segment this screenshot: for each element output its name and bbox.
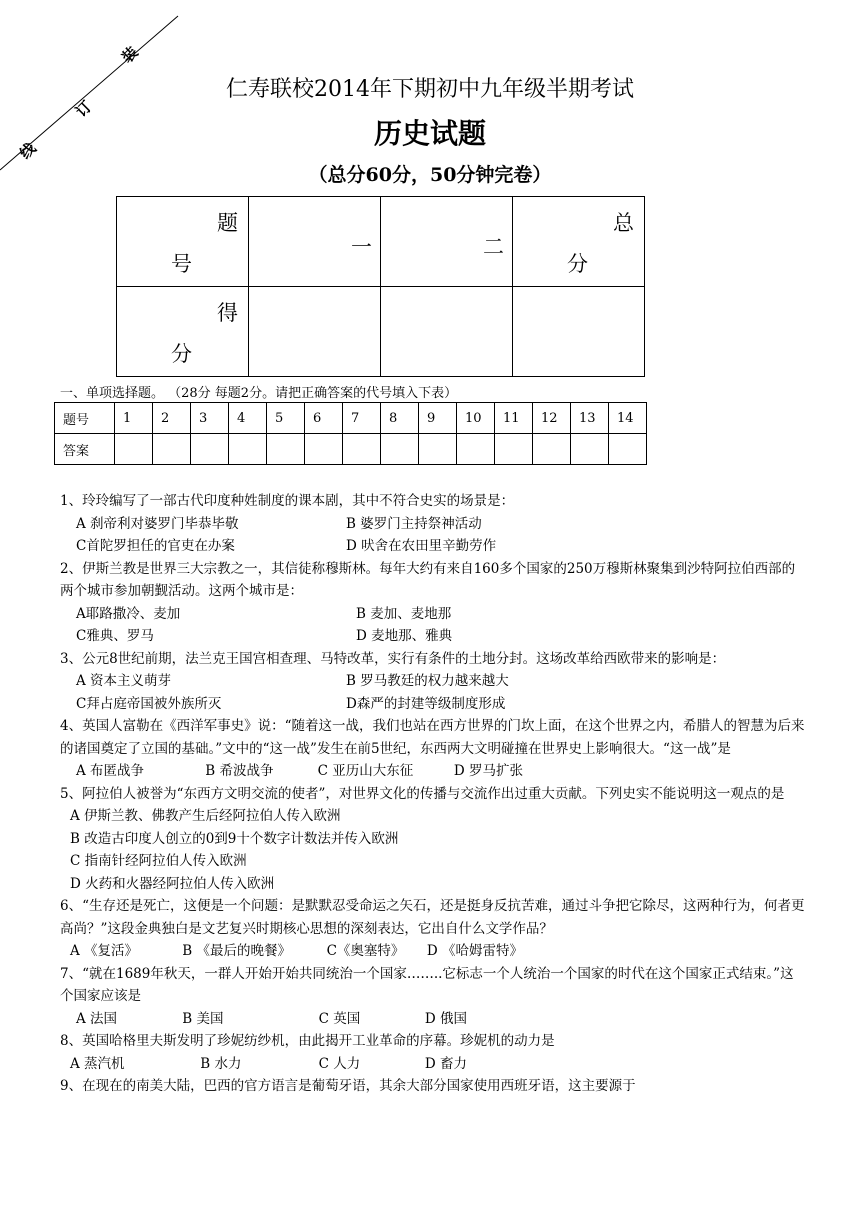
answer-cell[interactable] bbox=[381, 434, 419, 465]
option-d: D 火药和火器经阿拉伯人传入欧洲 bbox=[70, 875, 275, 892]
option-c: C首陀罗担任的官吏在办案 bbox=[76, 538, 235, 554]
score-points-bottom: 分 bbox=[171, 342, 192, 366]
exam-note: （总分60分，50分钟完卷） bbox=[308, 164, 552, 186]
option-c: C雅典、罗马 bbox=[76, 628, 154, 644]
exam-subject: 历史试题 bbox=[373, 117, 486, 150]
option-a: A 蒸汽机 bbox=[70, 1055, 125, 1072]
question-list bbox=[60, 490, 805, 1098]
answer-cell[interactable] bbox=[457, 434, 495, 465]
question-options bbox=[60, 1008, 805, 1031]
option-d: D 吠舍在农田里辛勤劳作 bbox=[346, 538, 497, 554]
option-c: C 人力 bbox=[318, 1055, 361, 1072]
option-d: D 罗马扩张 bbox=[453, 763, 524, 779]
question-options bbox=[60, 625, 805, 648]
question-options bbox=[60, 693, 805, 716]
answer-cell[interactable] bbox=[115, 434, 153, 465]
answer-cell[interactable] bbox=[571, 434, 609, 465]
question-options bbox=[60, 1053, 805, 1076]
score-col-2 bbox=[381, 197, 513, 287]
seal-word-3: 线 bbox=[16, 139, 40, 163]
answer-cell[interactable] bbox=[495, 434, 533, 465]
answer-number: 8 bbox=[381, 403, 419, 434]
option-b: B 罗马教廷的权力越来越大 bbox=[346, 673, 509, 689]
answer-number: 9 bbox=[419, 403, 457, 434]
score-points-1[interactable] bbox=[249, 287, 381, 377]
answer-row-label: 题号 bbox=[55, 403, 115, 434]
answer-number: 10 bbox=[457, 403, 495, 434]
question-stem: 8、英国哈格里夫斯发明了珍妮纺纱机，由此揭开工业革命的序幕。珍妮机的动力是 bbox=[60, 1033, 555, 1049]
answer-number: 13 bbox=[571, 403, 609, 434]
question-options bbox=[60, 513, 805, 536]
option-c: C《奥塞特》 bbox=[326, 943, 405, 959]
answer-cell[interactable] bbox=[343, 434, 381, 465]
score-total-bottom: 分 bbox=[567, 252, 588, 276]
question-stem: 2、伊斯兰教是世界三大宗教之一，其信徒称穆斯林。每年大约有来自160多个国家的250万穆斯林聚集到沙特阿拉伯西部的两个城市参加朝觐活动。这两个城市是： bbox=[60, 560, 796, 599]
option-d: D 畜力 bbox=[424, 1055, 468, 1072]
option-a: A 伊斯兰教、佛教产生后经阿拉伯人传入欧洲 bbox=[70, 808, 341, 824]
score-col-1 bbox=[249, 197, 381, 287]
option-b: B 水力 bbox=[200, 1055, 242, 1072]
option-b: B 《最后的晚餐》 bbox=[182, 943, 292, 959]
question-options bbox=[60, 603, 805, 626]
question-options bbox=[60, 670, 805, 693]
answer-number: 2 bbox=[153, 403, 191, 434]
option-d: D森严的封建等级制度形成 bbox=[346, 695, 506, 712]
answer-number: 12 bbox=[533, 403, 571, 434]
seal-word-2: 订 bbox=[72, 97, 96, 121]
option-b: B 美国 bbox=[182, 1010, 224, 1027]
score-col-1-label: 一 bbox=[351, 235, 372, 259]
option-d: D 《哈姆雷特》 bbox=[426, 943, 524, 959]
answer-number: 1 bbox=[115, 403, 153, 434]
option-c: C 亚历山大东征 bbox=[317, 763, 414, 779]
option-b: B 希波战争 bbox=[205, 763, 274, 779]
score-label-cell bbox=[117, 197, 249, 287]
answer-number: 5 bbox=[267, 403, 305, 434]
answer-cell[interactable] bbox=[229, 434, 267, 465]
option-c: C 指南针经阿拉伯人传入欧洲 bbox=[70, 853, 247, 869]
answer-cell[interactable] bbox=[305, 434, 343, 465]
question-stem: 4、英国人富勒在《西洋军事史》说：“随着这一战，我们也站在西方世界的门坎上面，在这个世界之内，希腊人的智慧为后来的诸国奠定了立国的基础。”文中的“这一战”发生在前5世纪，东西两大文明碰撞在世界史上影响很大。“这一战”是 bbox=[60, 718, 805, 757]
answer-cell[interactable] bbox=[191, 434, 229, 465]
score-points-label-cell bbox=[117, 287, 249, 377]
seal-word-1: 装 bbox=[118, 43, 142, 67]
answer-table bbox=[54, 402, 647, 465]
answer-number: 7 bbox=[343, 403, 381, 434]
answer-cell[interactable] bbox=[153, 434, 191, 465]
option-b: B 麦加、麦地那 bbox=[356, 605, 452, 622]
score-label-bottom: 号 bbox=[171, 252, 192, 276]
answer-number: 4 bbox=[229, 403, 267, 434]
question-options bbox=[60, 940, 805, 963]
option-a: A 《复活》 bbox=[70, 943, 139, 959]
question-stem: 1、玲玲编写了一部古代印度种姓制度的课本剧，其中不符合史实的场景是： bbox=[60, 493, 515, 509]
score-label-top: 题 bbox=[217, 211, 238, 235]
question-options bbox=[60, 760, 805, 783]
question-options bbox=[60, 535, 805, 558]
option-a: A 法国 bbox=[76, 1010, 118, 1027]
score-points-total[interactable] bbox=[513, 287, 645, 377]
answer-cell[interactable] bbox=[533, 434, 571, 465]
option-c: C 英国 bbox=[318, 1010, 361, 1027]
question-stem: 9、在现在的南美大陆，巴西的官方语言是葡萄牙语，其余大部分国家使用西班牙语，这主要源于 bbox=[60, 1078, 636, 1094]
option-d: D 麦地那、雅典 bbox=[356, 628, 453, 644]
option-b: B 改造古印度人创立的0到9十个数字计数法并传入欧洲 bbox=[70, 830, 399, 847]
score-total-top: 总 bbox=[613, 211, 634, 235]
section-1-heading: 一、单项选择题。 （28分 每题2分。请把正确答案的代号填入下表） bbox=[60, 386, 458, 401]
option-a: A耶路撒冷、麦加 bbox=[76, 605, 181, 622]
question-stem: 3、公元8世纪前期，法兰克王国宫相查理、马特改革，实行有条件的土地分封。这场改革给西欧带来的影响是： bbox=[60, 650, 726, 667]
exam-title: 仁寿联校2014年下期初中九年级半期考试 bbox=[226, 77, 634, 102]
question-stem: 5、阿拉伯人被誉为“东西方文明交流的使者”，对世界文化的传播与交流作出过重大贡献。下列史实不能说明这一观点的是 bbox=[60, 785, 785, 802]
answer-cell[interactable] bbox=[267, 434, 305, 465]
question-stem: 7、“就在1689年秋天，一群人开始开始共同统治一个国家……..它标志一个人统治一个国家的时代在这个国家正式结束。”这个国家应该是 bbox=[60, 965, 794, 1004]
option-d: D 俄国 bbox=[424, 1010, 468, 1027]
score-total-cell bbox=[513, 197, 645, 287]
option-a: A 资本主义萌芽 bbox=[76, 673, 172, 689]
option-a: A 布匿战争 bbox=[76, 763, 145, 779]
option-b: B 婆罗门主持祭神活动 bbox=[346, 515, 482, 532]
score-col-2-label: 二 bbox=[483, 235, 504, 259]
question-stem: 6、“生存还是死亡，这便是一个问题：是默默忍受命运之矢石，还是挺身反抗苦难，通过斗争把它除尽，这两种行为，何者更高尚？”这段金典独白是文艺复兴时期核心思想的深刻表达，它出自什么文学作品？ bbox=[60, 898, 805, 937]
score-points-top: 得 bbox=[217, 301, 238, 325]
answer-cell[interactable] bbox=[419, 434, 457, 465]
answer-cell[interactable] bbox=[609, 434, 647, 465]
score-table bbox=[116, 196, 645, 377]
answer-row-label: 答案 bbox=[55, 434, 115, 465]
score-points-2[interactable] bbox=[381, 287, 513, 377]
answer-number: 6 bbox=[305, 403, 343, 434]
option-c: C拜占庭帝国被外族所灭 bbox=[76, 695, 222, 712]
option-a: A 刹帝利对婆罗门毕恭毕敬 bbox=[76, 515, 239, 532]
answer-number: 14 bbox=[609, 403, 647, 434]
answer-number: 11 bbox=[495, 403, 533, 434]
answer-number: 3 bbox=[191, 403, 229, 434]
